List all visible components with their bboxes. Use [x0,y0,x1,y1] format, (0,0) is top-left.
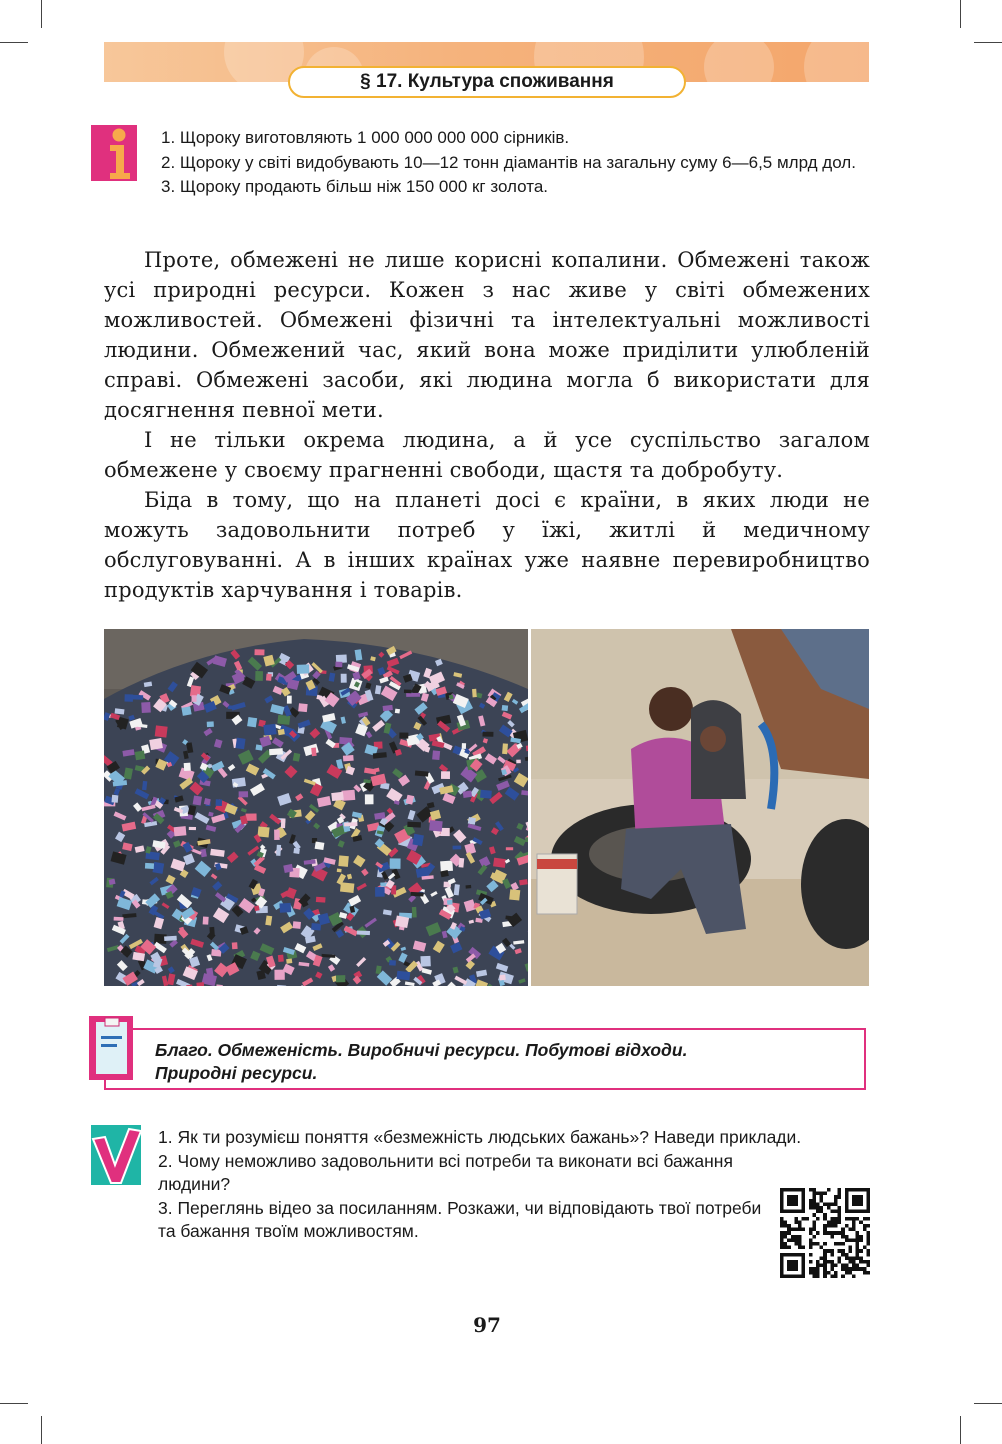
main-text [104,245,870,605]
crop-mark [0,1403,28,1404]
crop-mark [974,42,1002,43]
crop-mark [960,0,961,28]
info-icon [91,125,137,181]
crop-mark [960,1416,961,1444]
fact-item: 1. Щороку виготовляють 1 000 000 000 000 сірників. [161,128,570,147]
fact-item: 3. Щороку продають більш ніж 150 000 кг золота. [161,177,549,196]
key-terms-line: Благо. Обмеженість. Виробничі ресурси. Побутові відходи. [155,1040,688,1060]
crop-mark [974,1403,1002,1404]
check-icon [91,1125,141,1185]
fact-item: 2. Щороку у світі видобувають 10—12 тонн діамантів на загальну суму 6—6,5 млрд дол. [161,152,856,172]
section-title [288,66,686,98]
crop-mark [41,0,42,28]
paragraph: І не тільки окрема людина, а й усе суспільство загалом обмежене у своєму прагненні свободи, щастя та добробуту. [104,428,870,482]
review-questions [158,1126,870,1244]
question-item: 3. Переглянь відео за посиланням. Розкажи, чи відповідають твої потреби та бажання твоїм можливостям. [158,1197,762,1241]
section-title-text: § 17. Культура споживання [360,71,614,92]
crop-mark [41,1416,42,1444]
question-item: 1. Як ти розумієш поняття «безмежність людських бажань»? Наведи приклади. [158,1127,802,1147]
paragraph: Біда в тому, що на планеті досі є країни, в яких люди не можуть задовольнити потреб у їжі, житлі й медичному обслуговуванні. А в інших країнах уже наявне перевиробництво продуктів харчування і товарів. [104,488,870,602]
photo-clothing-pile [104,629,528,986]
page-number: 97 [473,1313,501,1337]
notebook-icon [89,1016,133,1080]
qr-code[interactable] [780,1188,870,1278]
crop-mark [0,42,28,43]
facts-list [161,126,870,200]
paragraph: Проте, обмежені не лише корисні копалини. Обмежені також усі природні ресурси. Кожен з нас живе у світі обмежених можливостей. Обмежені фізичні та інтелектуальні можливості людини. Обмежений час, який вона може приділити улюбленій справі. Обмежені засоби, які людина могла б використати для досягнення певної мети. [104,248,870,422]
key-terms-line: Природні ресурси. [155,1063,318,1083]
question-item: 2. Чому неможливо задовольнити всі потреби та виконати всі бажання людини? [158,1150,733,1194]
photo-children [531,629,869,986]
key-terms [155,1039,855,1085]
